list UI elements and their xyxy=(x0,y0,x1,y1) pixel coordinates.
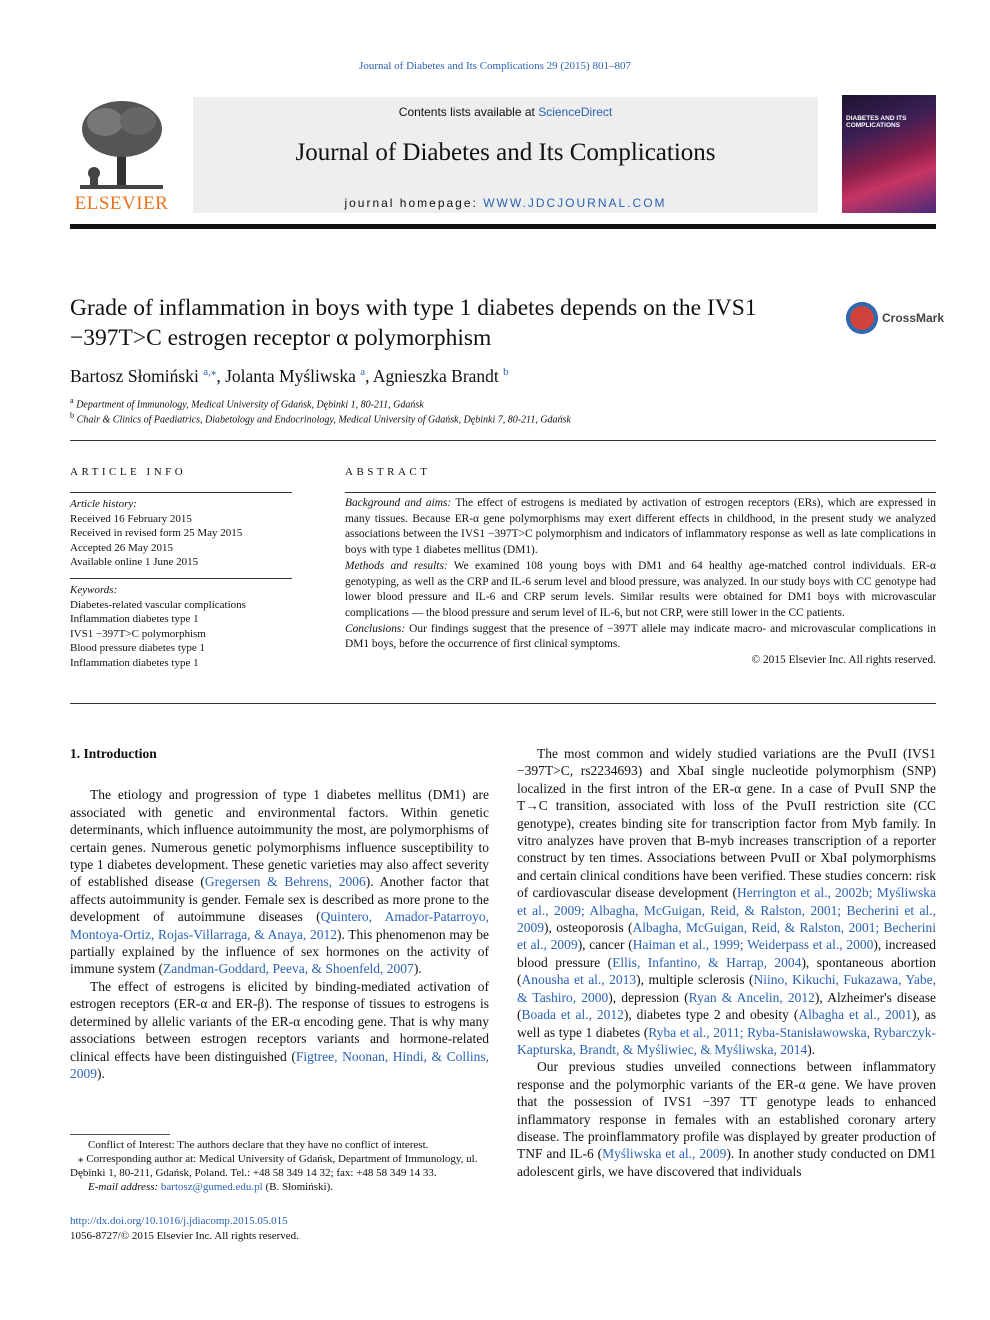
citation-link[interactable]: Zandman-Goddard, Peeva, & Shoenfeld, 2007 xyxy=(163,961,414,977)
section-heading: 1. Introduction xyxy=(70,746,157,761)
paragraph xyxy=(517,1058,936,1180)
text-run: ). xyxy=(413,961,422,977)
citation-link[interactable]: Ryan & Ancelin, 2012 xyxy=(688,989,815,1005)
doi-link[interactable]: http://dx.doi.org/10.1016/j.jdiacomp.2015.05.015 xyxy=(70,1215,288,1227)
homepage-line: journal homepage: WWW.JDCJOURNAL.COM xyxy=(344,196,667,210)
crossmark-icon xyxy=(846,302,878,334)
divider xyxy=(70,492,292,493)
text-run: ), depression ( xyxy=(608,989,689,1005)
article-history: Article history: Received 16 February 2015 Received in revised form 25 May 2015 Accepted 26 May 2015 Available online 1 June 2015 xyxy=(70,497,292,570)
text-run: The effect of estrogens is elicited by binding-mediated activation of estrogen receptors (ER-α and ER-β). The response of tissues to estrogens is determined by allelic variants of the ER-α encoding gene. That is why many associations between estrogen receptors variants and hormone-related clinical effects have been distinguished ( xyxy=(70,978,489,1064)
abstract-conclusions: Conclusions: Our findings suggest that the presence of −397T allele may indicate macro- and microvascular complications in DM1 boys, before the occurrence of first clinical symptoms. xyxy=(345,622,936,651)
keyword: Diabetes-related vascular complications xyxy=(70,598,246,611)
elsevier-logo xyxy=(70,97,173,215)
citation-link[interactable]: Quintero, Amador-Patarroyo, Montoya-Ortiz, Rojas-Villarraga, & Anaya, 2012 xyxy=(70,909,489,942)
header-rule xyxy=(70,224,936,229)
keyword: Blood pressure diabetes type 1 xyxy=(70,642,206,654)
abstract-body xyxy=(345,496,936,669)
text-run: ), cancer ( xyxy=(577,937,633,953)
paragraph xyxy=(70,786,489,977)
text-run: ), multiple sclerosis ( xyxy=(636,972,754,988)
affiliation: $^b$ Chair & Clinics of Paediatrics, Diabetology and Endocrinology, Medical University of Gdańsk, Dębinki 7, 80-211, Gdańsk xyxy=(70,411,571,426)
text-run: ). xyxy=(807,1041,816,1057)
elsevier-wordmark: ELSEVIER xyxy=(74,193,169,214)
citation-link[interactable]: Herrington et al., 2002b; Myśliwska et al., 2009; Albagha, McGuigan, Reid, & Ralston, 2001; Becherini et al., 2009 xyxy=(517,885,936,936)
doi-block xyxy=(70,1214,299,1244)
text-run: Our previous studies unveiled connections between inflammatory response and the polymorphic variants of the ER-α gene. We have proven that the possession of IVS1 −397 TT genotype leads to enhanced inflammatory response in females with an established coronary artery disease. The proinflammatory profile was displayed by greater production of TNF and IL-6 ( xyxy=(517,1059,936,1162)
homepage-link[interactable]: WWW.JDCJOURNAL.COM xyxy=(483,196,667,210)
footnote-email: E-mail address: bartosz@gumed.edu.pl (B. Słomiński). xyxy=(88,1181,333,1193)
history-item: Available online 1 June 2015 xyxy=(70,556,199,568)
paragraph xyxy=(70,978,489,1082)
citation-link[interactable]: Boada et al., 2012 xyxy=(521,1007,624,1023)
text-run: ), osteoporosis ( xyxy=(544,920,633,936)
text-run: ). Another factor that affects autoimmunity is gender. Female sex is described as more prone to the development of autoimmune diseases ( xyxy=(70,874,489,925)
author-name: , Jolanta Myśliwska xyxy=(216,365,361,386)
text-run: The most common and widely studied variations are the PvuII (IVS1 −397T>C, rs2234693) and XbaI single nucleotide polymorphism (SNP) localized in the first intron of the ER-α gene. In a case of PvuII SNP the T→C transition, associated with loss of the PvuII restriction site (CC genotype), creates binding site for transcription factor from Myb family. In vitro analyzes have proven that B-myb increases transcription of a reporter construct by ten times. Associations between PvuII or XbaI polymorphisms and certain clinical conditions have been verified. These studies concern: risk of cardiovascular disease development ( xyxy=(517,746,936,901)
keywords: Keywords: Diabetes-related vascular complications Inflammation diabetes type 1 IVS1 −397T>C polymorphism Blood pressure diabetes type 1 Inflammation diabetes type 1 xyxy=(70,583,292,670)
citation-link[interactable]: Ryba et al., 2011; Ryba-Stanisławowska, Rybarczyk-Kapturska, Brandt, & Myśliwiec, & Myśliwska, 2014 xyxy=(517,1024,936,1057)
text-run: ), diabetes type 2 and obesity ( xyxy=(623,1007,799,1023)
keyword: Inflammation diabetes type 1 xyxy=(70,613,199,625)
citation-link[interactable]: Niino, Kikuchi, Fukazawa, Yabe, & Tashiro, 2000 xyxy=(517,972,937,1005)
footnote-conflict: Conflict of Interest: The authors declare that they have no conflict of interest. xyxy=(88,1139,429,1151)
abstract-copyright: © 2015 Elsevier Inc. All rights reserved. xyxy=(751,654,936,667)
crossmark-badge[interactable] xyxy=(846,302,945,336)
sciencedirect-link[interactable]: ScienceDirect xyxy=(538,105,613,119)
journal-banner xyxy=(193,97,818,213)
author-affil-mark[interactable]: b xyxy=(503,366,509,378)
footnotes xyxy=(70,1138,490,1194)
journal-reference[interactable]: Journal of Diabetes and Its Complications 29 (2015) 801–807 xyxy=(359,60,631,72)
email-link[interactable]: bartosz@gumed.edu.pl xyxy=(160,1181,263,1193)
author-name: Bartosz Słomiński xyxy=(70,365,204,386)
history-item: Received in revised form 25 May 2015 xyxy=(70,527,243,539)
abstract-methods: Methods and results: We examined 108 young boys with DM1 and 64 healthy age-matched control individuals. ER-α genotyping, as well as the CRP and IL-6 serum level and blood pressure, was analyzed. In our study boys with CC genotype had lower blood pressure and IL-6 and CRP serum levels. Similar results were obtained for DM1 boys with microvascular complications — the blood pressure and serum level of IL-6, but not CRP, were still lower in the CC patients. xyxy=(345,559,936,619)
article-info-heading: ARTICLE INFO xyxy=(70,466,187,478)
text-run: ). xyxy=(97,1065,105,1081)
footnote-corresponding: ⁎ Corresponding author at: Medical University of Gdańsk, Department of Immunology, ul. Dębinki 1, 80-211, Gdańsk, Poland. Tel.: +48 58 349 14 32; fax: +48 58 349 14 33. xyxy=(70,1153,478,1179)
author-affil-mark[interactable]: a xyxy=(360,366,366,378)
text-run: ). This phenomenon may be partially explained by the influence of sex hormones on the activity of immune system ( xyxy=(70,926,489,977)
body-column-right xyxy=(517,745,936,1180)
tree-icon xyxy=(70,97,173,192)
text-run: The etiology and progression of type 1 diabetes mellitus (DM1) are associated with genetic and environmental factors. Within genetic determinants, which influence autoimmunity the most, are polymorphisms of certain genes. Numerous genetic polymorphisms influence susceptibility to type 1 diabetes development. These genetic varieties may also affect severity of established disease ( xyxy=(70,787,489,890)
affiliation: $^a$ Department of Immunology, Medical University of Gdańsk, Dębinki 1, 80-211, Gdańsk xyxy=(70,396,424,411)
keyword: Inflammation diabetes type 1 xyxy=(70,656,199,669)
citation-link[interactable]: Gregersen & Behrens, 2006 xyxy=(204,874,366,890)
keyword: IVS1 −397T>C polymorphism xyxy=(70,627,206,640)
issn-line: 1056-8727/© 2015 Elsevier Inc. All rights reserved. xyxy=(70,1230,299,1242)
text-run: ), spontaneous abortion ( xyxy=(517,954,936,988)
divider xyxy=(70,440,936,441)
cover-title: DIABETES AND ITS COMPLICATIONS xyxy=(846,115,907,130)
citation-link[interactable]: Haiman et al., 1999; Weiderpass et al., 2000 xyxy=(632,937,874,953)
divider xyxy=(345,492,936,493)
author-affil-mark[interactable]: a,⁎ xyxy=(203,366,217,378)
text-run: ), Alzheimer's disease ( xyxy=(517,989,936,1023)
citation-link[interactable]: Anousha et al., 2013 xyxy=(521,972,637,988)
text-run: ), increased blood pressure ( xyxy=(517,937,936,970)
history-item: Accepted 26 May 2015 xyxy=(70,541,173,554)
article-title: Grade of inflammation in boys with type 1 diabetes depends on the IVS1 −397T>C estrogen receptor α polymorphism xyxy=(70,295,757,351)
citation-link[interactable]: Albagha, McGuigan, Reid, & Ralston, 2001; Becherini et al., 2009 xyxy=(517,920,936,953)
citation-link[interactable]: Albagha et al., 2001 xyxy=(798,1007,912,1023)
crossmark-label: CrossMark xyxy=(882,311,945,325)
text-run: ), as well as type 1 diabetes ( xyxy=(517,1007,936,1040)
divider xyxy=(70,703,936,704)
author-name: , Agnieszka Brandt xyxy=(365,365,504,386)
citation-link[interactable]: Figtree, Noonan, Hindi, & Collins, 2009 xyxy=(70,1048,490,1081)
text-run: ). In another study conducted on DM1 adolescent girls, we have discovered that individuals xyxy=(517,1146,936,1179)
body-column-left xyxy=(70,745,489,1082)
paragraph xyxy=(517,745,936,1058)
citation-link[interactable]: Ellis, Infantino, & Harrap, 2004 xyxy=(612,954,802,970)
abstract-heading: ABSTRACT xyxy=(345,466,431,478)
abstract-background: Background and aims: The effect of estrogens is mediated by activation of estrogen receptors (ERs), which are expressed in many tissues. Because ER-α gene polymorphisms may exert different effects in childhood, in the present study we analyzed associations between the IVS1 −397T>C polymorphism and indicators of inflammatory response as well as late complications in boys with type 1 diabetes mellitus (DM1). xyxy=(345,497,936,557)
divider xyxy=(70,578,292,579)
citation-link[interactable]: Myśliwska et al., 2009 xyxy=(602,1146,727,1162)
author-list xyxy=(70,365,509,387)
journal-cover-image xyxy=(842,95,936,213)
contents-line: Contents lists available at ScienceDirect xyxy=(398,105,613,119)
history-item: Received 16 February 2015 xyxy=(70,512,192,525)
footnote-rule xyxy=(70,1134,170,1135)
journal-title: Journal of Diabetes and Its Complications xyxy=(295,139,716,166)
